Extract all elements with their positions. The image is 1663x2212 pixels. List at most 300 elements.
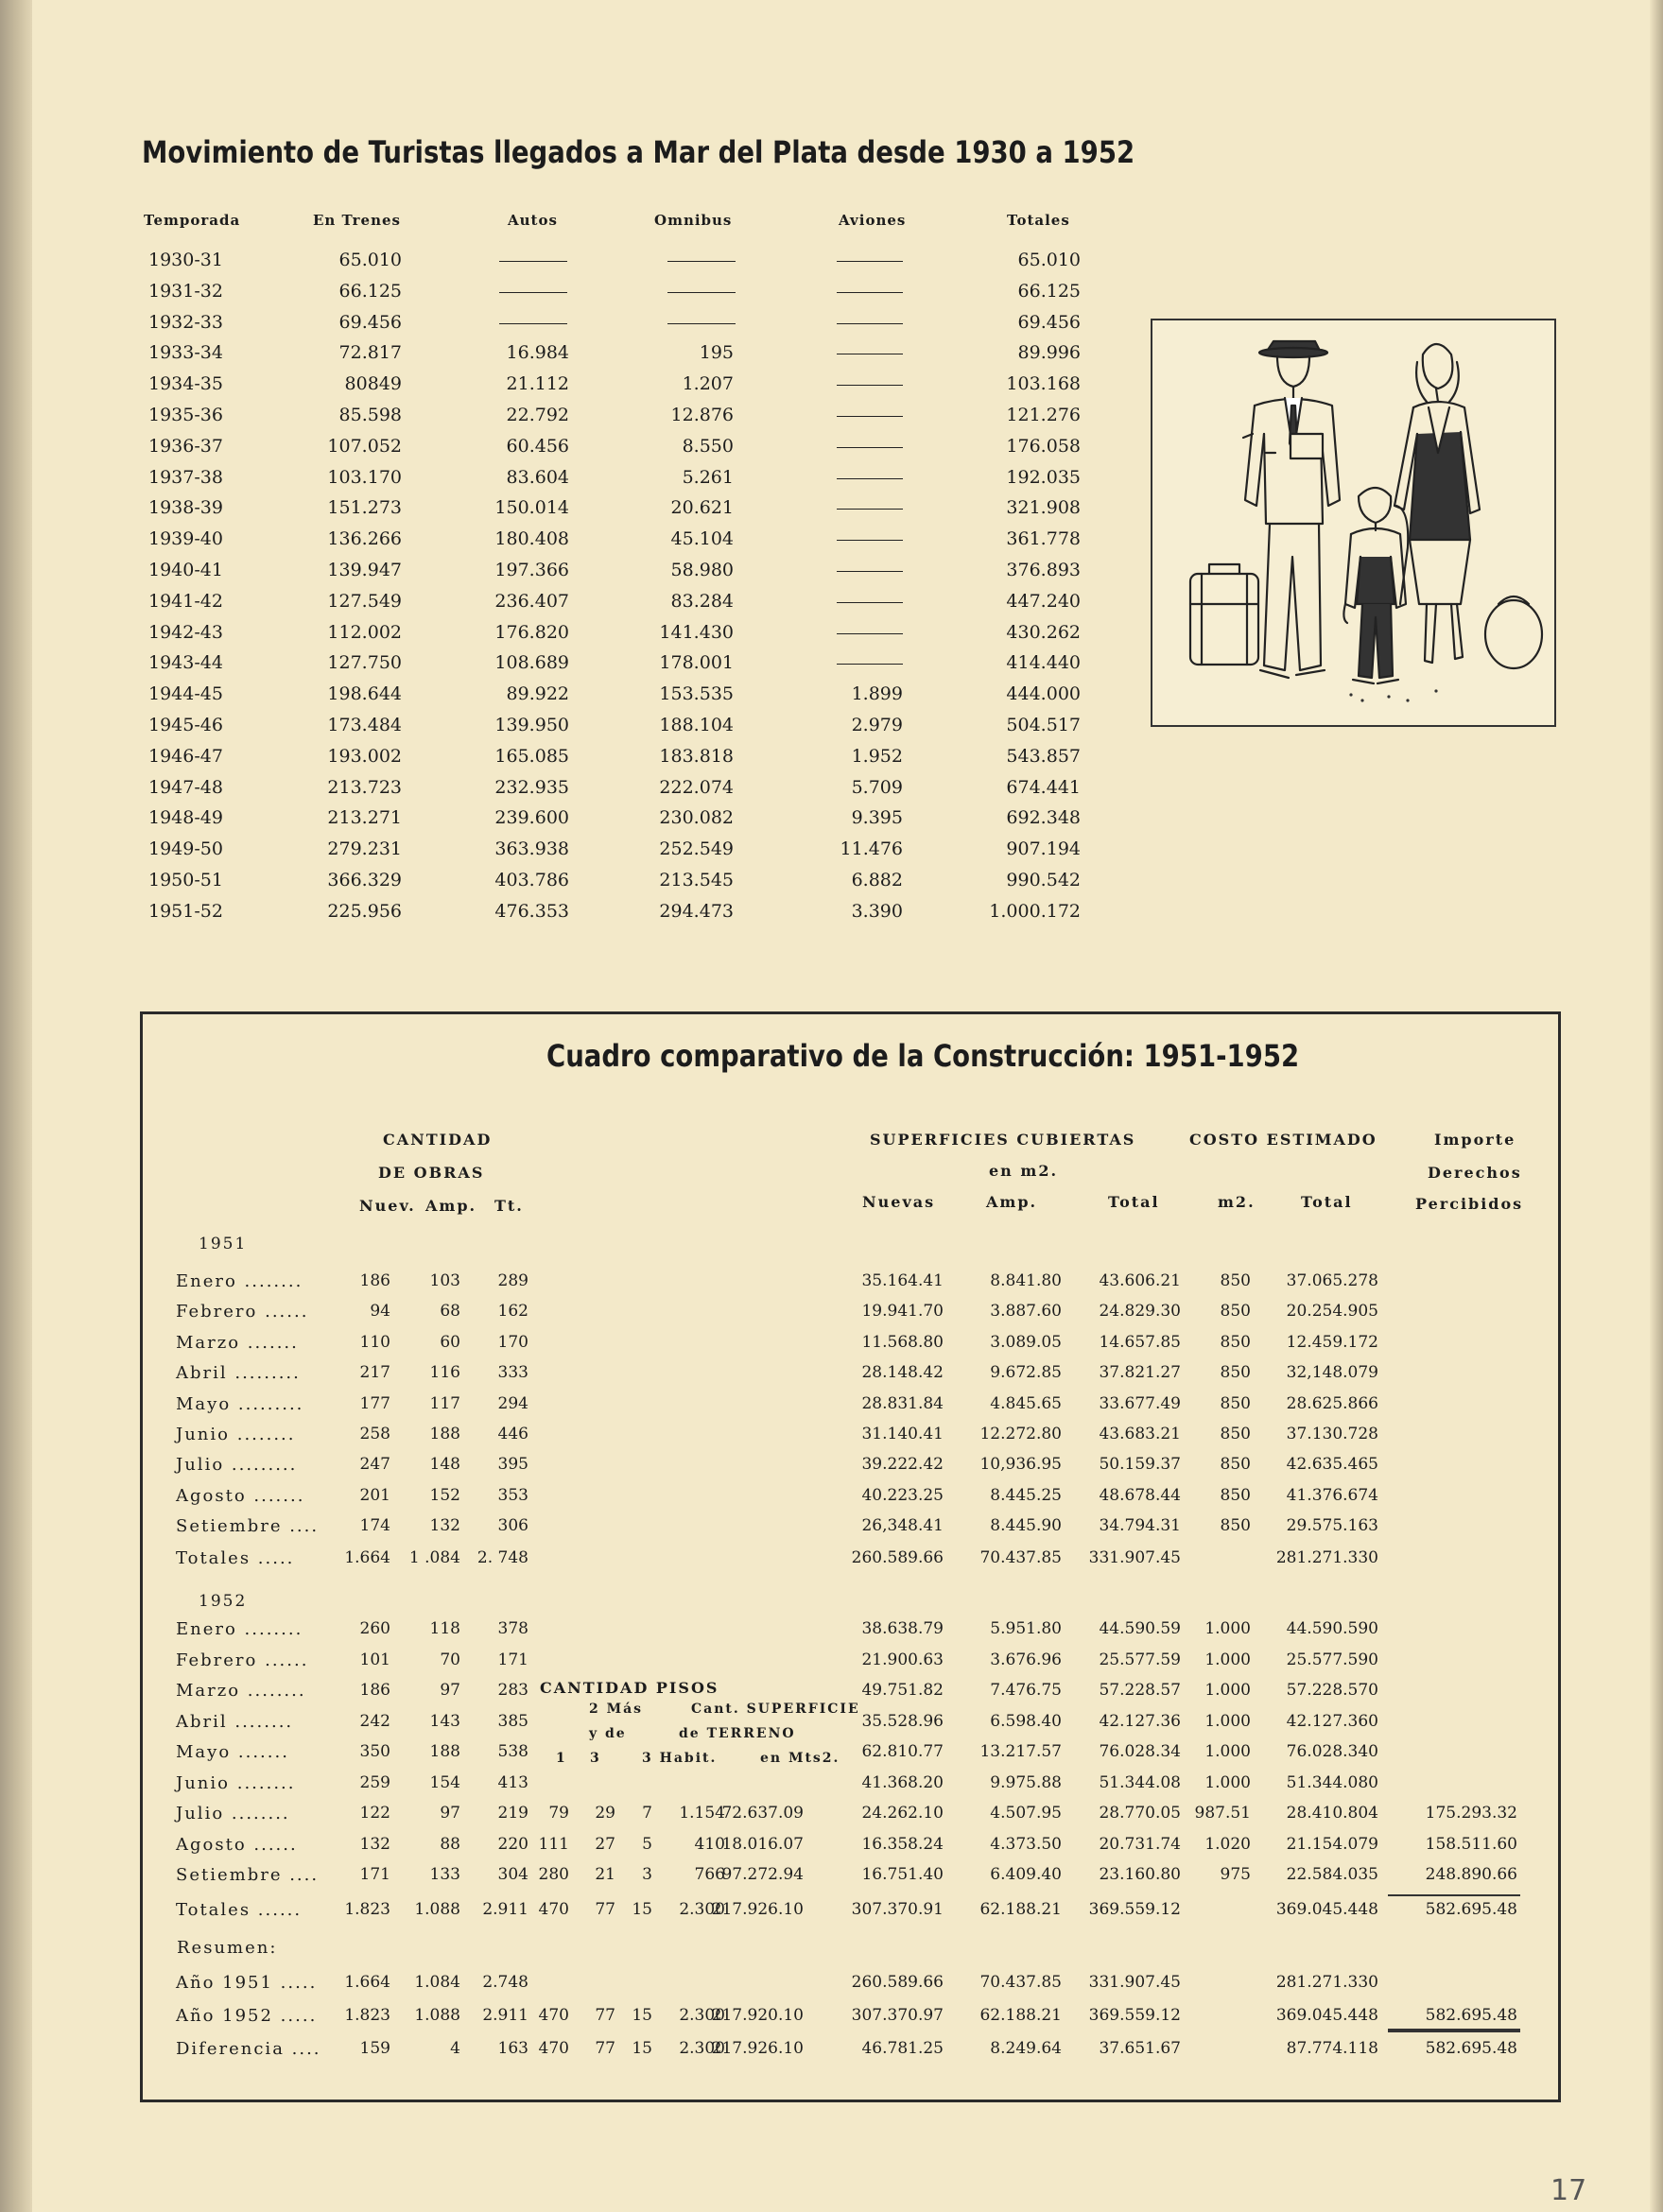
value-cell: 230.082 — [659, 807, 734, 829]
surface-cost-cell: 28.410.804 — [1286, 1804, 1378, 1823]
surface-cost-cell: 28.831.84 — [861, 1393, 944, 1413]
tourists-header-4: Aviones — [839, 212, 907, 229]
count-cell: 162 — [497, 1302, 528, 1322]
count-cell: 97 — [440, 1804, 460, 1823]
resumen-label: Resumen: — [177, 1938, 278, 1958]
season-cell: 1930-31 — [148, 250, 223, 270]
tourists-row — [0, 807, 1135, 838]
tourists-row — [0, 777, 1135, 808]
surface-cost-cell: 850 — [1220, 1271, 1251, 1290]
pisos-cell: 2.300 — [679, 1900, 725, 1919]
header-costo: COSTO ESTIMADO — [1189, 1131, 1377, 1149]
tourists-header-0: Temporada — [144, 212, 241, 229]
count-cell: 60 — [440, 1332, 460, 1352]
header-tt: Tt. — [494, 1197, 524, 1215]
value-cell: 430.262 — [1006, 621, 1081, 643]
row-label: Abril ........ — [176, 1711, 294, 1732]
surface-cost-cell: 37.130.728 — [1286, 1425, 1378, 1443]
pisos-cell: 5 — [642, 1834, 652, 1854]
tourists-row — [0, 622, 1135, 653]
empty-dash — [499, 323, 567, 324]
value-cell: 65.010 — [338, 250, 402, 270]
value-cell: 225.956 — [327, 900, 402, 922]
header-pisos-mas: 2 Más — [589, 1702, 644, 1717]
value-cell: 89.996 — [1017, 342, 1081, 364]
surface-cost-cell: 43.683.21 — [1099, 1425, 1181, 1443]
count-cell: 152 — [429, 1485, 460, 1505]
value-cell: 252.549 — [659, 838, 734, 860]
empty-dash — [837, 385, 903, 386]
count-cell: 4 — [450, 2039, 460, 2058]
row-label: Marzo ........ — [176, 1681, 306, 1701]
value-cell: 80849 — [344, 373, 402, 395]
value-cell: 444.000 — [1006, 683, 1081, 705]
surface-cost-cell: 16.751.40 — [861, 1865, 944, 1884]
row-label: Totales ...... — [176, 1900, 303, 1920]
row-label: Agosto ...... — [176, 1834, 298, 1855]
construction-row — [0, 1486, 1607, 1514]
count-cell: 154 — [429, 1772, 460, 1792]
count-cell: 1.664 — [344, 1548, 390, 1567]
season-cell: 1937-38 — [148, 466, 223, 488]
value-cell: 112.002 — [327, 621, 402, 643]
value-cell: 16.984 — [506, 342, 569, 364]
header-pisos-3: 3 — [590, 1751, 601, 1766]
count-cell: 1.088 — [414, 2006, 460, 2025]
value-cell: 188.104 — [659, 715, 734, 735]
tourists-row — [0, 591, 1135, 622]
surface-cost-cell: 62.188.21 — [979, 2006, 1062, 2025]
surface-cost-cell: 42.635.465 — [1286, 1455, 1378, 1475]
construction-row — [0, 1681, 1607, 1709]
surface-cost-cell: 975 — [1220, 1865, 1251, 1884]
count-cell: 538 — [497, 1742, 528, 1761]
header-en-m2: en m2. — [989, 1162, 1059, 1180]
construction-row — [0, 1900, 1607, 1928]
row-label: Mayo ....... — [176, 1742, 289, 1762]
surface-cost-cell: 9.975.88 — [990, 1772, 1062, 1792]
pisos-cell: 766 — [694, 1865, 725, 1884]
value-cell: 150.014 — [494, 497, 569, 519]
header-de-terreno: de TERRENO — [679, 1726, 796, 1741]
surface-cost-cell: 70.437.85 — [979, 1548, 1062, 1567]
construction-row — [0, 1804, 1607, 1832]
count-cell: 294 — [497, 1393, 528, 1413]
tourists-row — [0, 901, 1135, 932]
value-cell: 121.276 — [1006, 405, 1081, 425]
tourists-row — [0, 715, 1135, 746]
value-cell: 1.000.172 — [989, 900, 1081, 922]
pisos-cell: 217.926.10 — [711, 2039, 804, 2058]
value-cell: 294.473 — [659, 900, 734, 922]
value-cell: 45.104 — [670, 528, 734, 550]
surface-cost-cell: 70.437.85 — [979, 1973, 1062, 1992]
pisos-cell: 217.926.10 — [711, 1900, 804, 1919]
value-cell: 89.922 — [506, 683, 569, 705]
surface-cost-cell: 34.794.31 — [1099, 1516, 1181, 1536]
value-cell: 5.261 — [682, 466, 734, 488]
value-cell: 213.271 — [327, 807, 402, 829]
surface-cost-cell: 28.148.42 — [861, 1363, 944, 1383]
surface-cost-cell: 57.228.570 — [1286, 1681, 1378, 1700]
value-cell: 363.938 — [494, 838, 569, 860]
season-cell: 1948-49 — [148, 807, 223, 829]
value-cell: 279.231 — [327, 838, 402, 860]
surface-cost-cell: 260.589.66 — [851, 1548, 944, 1567]
surface-cost-cell: 331.907.45 — [1088, 1973, 1181, 1992]
surface-cost-cell: 12.459.172 — [1286, 1332, 1378, 1352]
row-label: Abril ......... — [176, 1363, 301, 1384]
empty-dash — [837, 292, 903, 293]
count-cell: 170 — [497, 1332, 528, 1352]
surface-cost-cell: 850 — [1220, 1455, 1251, 1475]
surface-cost-cell: 1.000 — [1204, 1681, 1251, 1700]
row-label: Julio ........ — [176, 1804, 290, 1823]
count-cell: 186 — [359, 1271, 390, 1290]
construction-row — [0, 1712, 1607, 1740]
row-label: Mayo ......... — [176, 1393, 304, 1414]
pisos-cell: 470 — [538, 2006, 569, 2025]
tourists-row — [0, 467, 1135, 498]
surface-cost-cell: 49.751.82 — [861, 1681, 944, 1700]
tourists-header-2: Autos — [508, 212, 558, 229]
page-number: 17 — [1550, 2174, 1587, 2207]
empty-dash — [667, 292, 736, 293]
value-cell: 151.273 — [327, 497, 402, 519]
header-pisos-de: y de — [589, 1726, 627, 1741]
value-cell: 232.935 — [494, 776, 569, 798]
surface-cost-cell: 10,936.95 — [979, 1455, 1062, 1475]
count-cell: 413 — [497, 1772, 528, 1792]
surface-cost-cell: 87.774.118 — [1286, 2039, 1378, 2058]
surface-cost-cell: 8.841.80 — [990, 1271, 1062, 1290]
count-cell: 259 — [359, 1772, 390, 1792]
header-cantidad-pisos: CANTIDAD PISOS — [540, 1679, 719, 1697]
header-amp2: Amp. — [986, 1193, 1038, 1211]
pisos-cell: 21 — [595, 1865, 615, 1884]
row-label: Agosto ....... — [176, 1485, 305, 1506]
tourists-row — [0, 373, 1135, 405]
value-cell: 1.899 — [851, 683, 903, 705]
count-cell: 260 — [359, 1619, 390, 1638]
count-cell: 1.088 — [414, 1900, 460, 1919]
surface-cost-cell: 850 — [1220, 1485, 1251, 1505]
pisos-cell: 2.300 — [679, 2039, 725, 2058]
count-cell: 247 — [359, 1455, 390, 1475]
row-label: Totales ..... — [176, 1548, 295, 1568]
row-label: Año 1951 ..... — [176, 1973, 318, 1993]
value-cell: 1.952 — [851, 745, 903, 767]
surface-cost-cell: 76.028.340 — [1286, 1742, 1378, 1761]
count-cell: 242 — [359, 1711, 390, 1731]
empty-dash — [667, 261, 736, 262]
year-1951: 1951 — [199, 1235, 248, 1253]
tourists-row — [0, 560, 1135, 591]
value-cell: 58.980 — [670, 560, 734, 580]
value-cell: 139.947 — [327, 560, 402, 580]
pisos-cell: 7 — [642, 1804, 652, 1823]
surface-cost-cell: 12.272.80 — [979, 1425, 1062, 1443]
tourists-row — [0, 528, 1135, 560]
count-cell: 103 — [429, 1271, 460, 1290]
count-cell: 333 — [497, 1363, 528, 1383]
header-total2: Total — [1301, 1193, 1353, 1211]
row-label: Setiembre .... — [176, 1865, 320, 1885]
surface-cost-cell: 37.065.278 — [1286, 1271, 1378, 1290]
header-percibidos: Percibidos — [1415, 1195, 1524, 1213]
pisos-cell: 18.016.07 — [721, 1834, 804, 1854]
tourists-row — [0, 838, 1135, 870]
surface-cost-cell: 43.606.21 — [1099, 1271, 1181, 1290]
count-cell: 2.911 — [482, 2006, 528, 2025]
value-cell: 69.456 — [338, 311, 402, 333]
pisos-cell: 470 — [538, 2039, 569, 2058]
count-cell: 385 — [497, 1711, 528, 1731]
surface-cost-cell: 6.598.40 — [990, 1711, 1062, 1731]
surface-cost-cell: 5.951.80 — [990, 1619, 1062, 1638]
value-cell: 176.058 — [1006, 435, 1081, 457]
count-cell: 97 — [440, 1681, 460, 1700]
surface-cost-cell: 25.577.590 — [1286, 1650, 1378, 1669]
value-cell: 3.390 — [851, 900, 903, 922]
header-nuevas: Nuevas — [862, 1193, 936, 1211]
surface-cost-cell: 62.810.77 — [861, 1742, 944, 1761]
count-cell: 1.084 — [414, 1973, 460, 1992]
pisos-cell: 217.920.10 — [711, 2006, 804, 2025]
row-label: Febrero ...... — [176, 1302, 309, 1322]
row-label: Setiembre .... — [176, 1516, 320, 1537]
surface-cost-cell: 42.127.36 — [1099, 1711, 1181, 1731]
count-cell: 219 — [497, 1804, 528, 1823]
year-1952: 1952 — [199, 1592, 248, 1611]
importe-cell: 582.695.48 — [1425, 2039, 1517, 2058]
empty-dash — [837, 323, 903, 324]
season-cell: 1933-34 — [148, 342, 223, 364]
value-cell: 192.035 — [1006, 466, 1081, 488]
surface-cost-cell: 850 — [1220, 1332, 1251, 1352]
value-cell: 83.284 — [670, 590, 734, 612]
surface-cost-cell: 44.590.590 — [1286, 1619, 1378, 1638]
surface-cost-cell: 44.590.59 — [1099, 1619, 1181, 1638]
pisos-cell: 72.637.09 — [721, 1804, 804, 1823]
empty-dash — [837, 540, 903, 541]
surface-cost-cell: 850 — [1220, 1393, 1251, 1413]
surface-cost-cell: 26,348.41 — [861, 1516, 944, 1536]
importe-cell: 175.293.32 — [1425, 1804, 1517, 1823]
value-cell: 403.786 — [494, 870, 569, 890]
count-cell: 159 — [359, 2039, 390, 2058]
value-cell: 9.395 — [851, 807, 903, 829]
header-cantidad: CANTIDAD — [383, 1131, 493, 1149]
count-cell: 148 — [429, 1455, 460, 1475]
surface-cost-cell: 369.559.12 — [1088, 2006, 1181, 2025]
season-cell: 1951-52 — [148, 900, 223, 922]
value-cell: 321.908 — [1006, 497, 1081, 519]
season-cell: 1950-51 — [148, 870, 223, 890]
count-cell: 163 — [497, 2039, 528, 2058]
row-label: Junio ........ — [176, 1772, 296, 1793]
surface-cost-cell: 41.368.20 — [861, 1772, 944, 1792]
season-cell: 1935-36 — [148, 405, 223, 425]
surface-cost-cell: 3.089.05 — [990, 1332, 1062, 1352]
family-illustration — [1151, 319, 1556, 727]
season-cell: 1946-47 — [148, 745, 223, 767]
pisos-cell: 280 — [538, 1865, 569, 1884]
construction-row — [0, 1742, 1607, 1771]
value-cell: 103.168 — [1006, 373, 1081, 395]
empty-dash — [837, 261, 903, 262]
pisos-cell: 2.300 — [679, 2006, 725, 2025]
surface-cost-cell: 3.887.60 — [990, 1302, 1062, 1322]
count-cell: 68 — [440, 1302, 460, 1322]
surface-cost-cell: 51.344.080 — [1286, 1772, 1378, 1792]
surface-cost-cell: 8.249.64 — [990, 2039, 1062, 2058]
season-cell: 1941-42 — [148, 590, 223, 612]
tourists-row — [0, 250, 1135, 281]
count-cell: 174 — [359, 1516, 390, 1536]
surface-cost-cell: 850 — [1220, 1516, 1251, 1536]
count-cell: 171 — [359, 1865, 390, 1884]
count-cell: 2. 748 — [476, 1548, 528, 1567]
surface-cost-cell: 38.638.79 — [861, 1619, 944, 1638]
pisos-cell: 15 — [632, 2039, 652, 2058]
header-amp: Amp. — [425, 1197, 477, 1215]
value-cell: 674.441 — [1006, 776, 1081, 798]
value-cell: 376.893 — [1006, 560, 1081, 580]
count-cell: 186 — [359, 1681, 390, 1700]
count-cell: 1.823 — [344, 2006, 390, 2025]
season-cell: 1945-46 — [148, 715, 223, 735]
pisos-cell: 97.272.94 — [721, 1865, 804, 1884]
surface-cost-cell: 4.373.50 — [990, 1834, 1062, 1854]
empty-dash — [837, 571, 903, 572]
construction-row — [0, 1455, 1607, 1483]
pisos-cell: 29 — [595, 1804, 615, 1823]
value-cell: 178.001 — [659, 652, 734, 674]
pisos-cell: 77 — [595, 1900, 615, 1919]
count-cell: 2.748 — [482, 1973, 528, 1992]
count-cell: 94 — [370, 1302, 390, 1322]
empty-dash — [499, 292, 567, 293]
surface-cost-cell: 51.344.08 — [1099, 1772, 1181, 1792]
header-m2: m2. — [1218, 1193, 1256, 1211]
value-cell: 136.266 — [327, 528, 402, 550]
surface-cost-cell: 62.188.21 — [979, 1900, 1062, 1919]
count-cell: 133 — [429, 1865, 460, 1884]
count-cell: 171 — [497, 1650, 528, 1669]
surface-cost-cell: 369.559.12 — [1088, 1900, 1181, 1919]
construction-row — [0, 1835, 1607, 1863]
count-cell: 118 — [429, 1619, 460, 1638]
value-cell: 11.476 — [840, 838, 903, 860]
construction-row — [0, 1973, 1607, 2001]
surface-cost-cell: 1.000 — [1204, 1742, 1251, 1761]
season-cell: 1944-45 — [148, 683, 223, 705]
value-cell: 239.600 — [494, 807, 569, 829]
count-cell: 116 — [429, 1363, 460, 1383]
header-importe: Importe — [1434, 1131, 1516, 1149]
count-cell: 201 — [359, 1485, 390, 1505]
surface-cost-cell: 35.528.96 — [861, 1711, 944, 1731]
value-cell: 22.792 — [506, 405, 569, 425]
value-cell: 213.723 — [327, 776, 402, 798]
surface-cost-cell: 8.445.25 — [990, 1485, 1062, 1505]
header-nuev: Nuev. — [359, 1197, 416, 1215]
season-cell: 1943-44 — [148, 652, 223, 674]
surface-cost-cell: 31.140.41 — [861, 1425, 944, 1443]
value-cell: 213.545 — [659, 870, 734, 890]
surface-cost-cell: 48.678.44 — [1099, 1485, 1181, 1505]
surface-cost-cell: 1.000 — [1204, 1711, 1251, 1731]
value-cell: 139.950 — [494, 715, 569, 735]
season-cell: 1932-33 — [148, 311, 223, 333]
count-cell: 143 — [429, 1711, 460, 1731]
count-cell: 70 — [440, 1650, 460, 1669]
construction-title: Cuadro comparativo de la Construcción: 1951-1952 — [546, 1038, 1300, 1074]
surface-cost-cell: 7.476.75 — [990, 1681, 1062, 1700]
family-travel-drawing — [1152, 320, 1554, 725]
surface-cost-cell: 50.159.37 — [1099, 1455, 1181, 1475]
surface-cost-cell: 331.907.45 — [1088, 1548, 1181, 1567]
importe-cell: 158.511.60 — [1425, 1834, 1517, 1854]
value-cell: 366.329 — [327, 870, 402, 890]
value-cell: 12.876 — [670, 405, 734, 425]
value-cell: 85.598 — [338, 405, 402, 425]
value-cell: 5.709 — [851, 776, 903, 798]
value-cell: 66.125 — [1017, 280, 1081, 302]
row-label: Enero ........ — [176, 1619, 303, 1639]
value-cell: 176.820 — [494, 621, 569, 643]
surface-cost-cell: 19.941.70 — [861, 1302, 944, 1322]
count-cell: 88 — [440, 1834, 460, 1854]
count-cell: 132 — [429, 1516, 460, 1536]
pisos-cell: 77 — [595, 2006, 615, 2025]
header-cant-superficie: Cant. SUPERFICIE — [691, 1702, 860, 1717]
row-label: Marzo ....... — [176, 1332, 299, 1353]
count-cell: 122 — [359, 1804, 390, 1823]
surface-cost-cell: 22.584.035 — [1286, 1865, 1378, 1884]
pisos-cell: 410 — [694, 1834, 725, 1854]
tourists-row — [0, 683, 1135, 715]
surface-cost-cell: 24.262.10 — [861, 1804, 944, 1823]
value-cell: 236.407 — [494, 590, 569, 612]
value-cell: 476.353 — [494, 900, 569, 922]
surface-cost-cell: 41.376.674 — [1286, 1485, 1378, 1505]
season-cell: 1947-48 — [148, 776, 223, 798]
surface-cost-cell: 9.672.85 — [990, 1363, 1062, 1383]
row-label: Julio ......... — [176, 1455, 298, 1476]
surface-cost-cell: 260.589.66 — [851, 1973, 944, 1992]
tourists-row — [0, 652, 1135, 683]
value-cell: 20.621 — [670, 497, 734, 519]
row-label: Febrero ...... — [176, 1650, 309, 1670]
value-cell: 8.550 — [682, 435, 734, 457]
surface-cost-cell: 39.222.42 — [861, 1455, 944, 1475]
construction-row — [0, 1619, 1607, 1648]
header-derechos: Derechos — [1428, 1164, 1522, 1182]
tourists-header-1: En Trenes — [313, 212, 401, 229]
count-cell: 101 — [359, 1650, 390, 1669]
surface-cost-cell: 57.228.57 — [1099, 1681, 1181, 1700]
value-cell: 141.430 — [659, 621, 734, 643]
value-cell: 414.440 — [1006, 652, 1081, 674]
count-cell: 1 .084 — [408, 1548, 460, 1567]
surface-cost-cell: 13.217.57 — [979, 1742, 1062, 1761]
tourists-row — [0, 497, 1135, 528]
tourists-title: Movimiento de Turistas llegados a Mar del Plata desde 1930 a 1952 — [142, 134, 1135, 170]
count-cell: 117 — [429, 1393, 460, 1413]
construction-row — [0, 1425, 1607, 1453]
